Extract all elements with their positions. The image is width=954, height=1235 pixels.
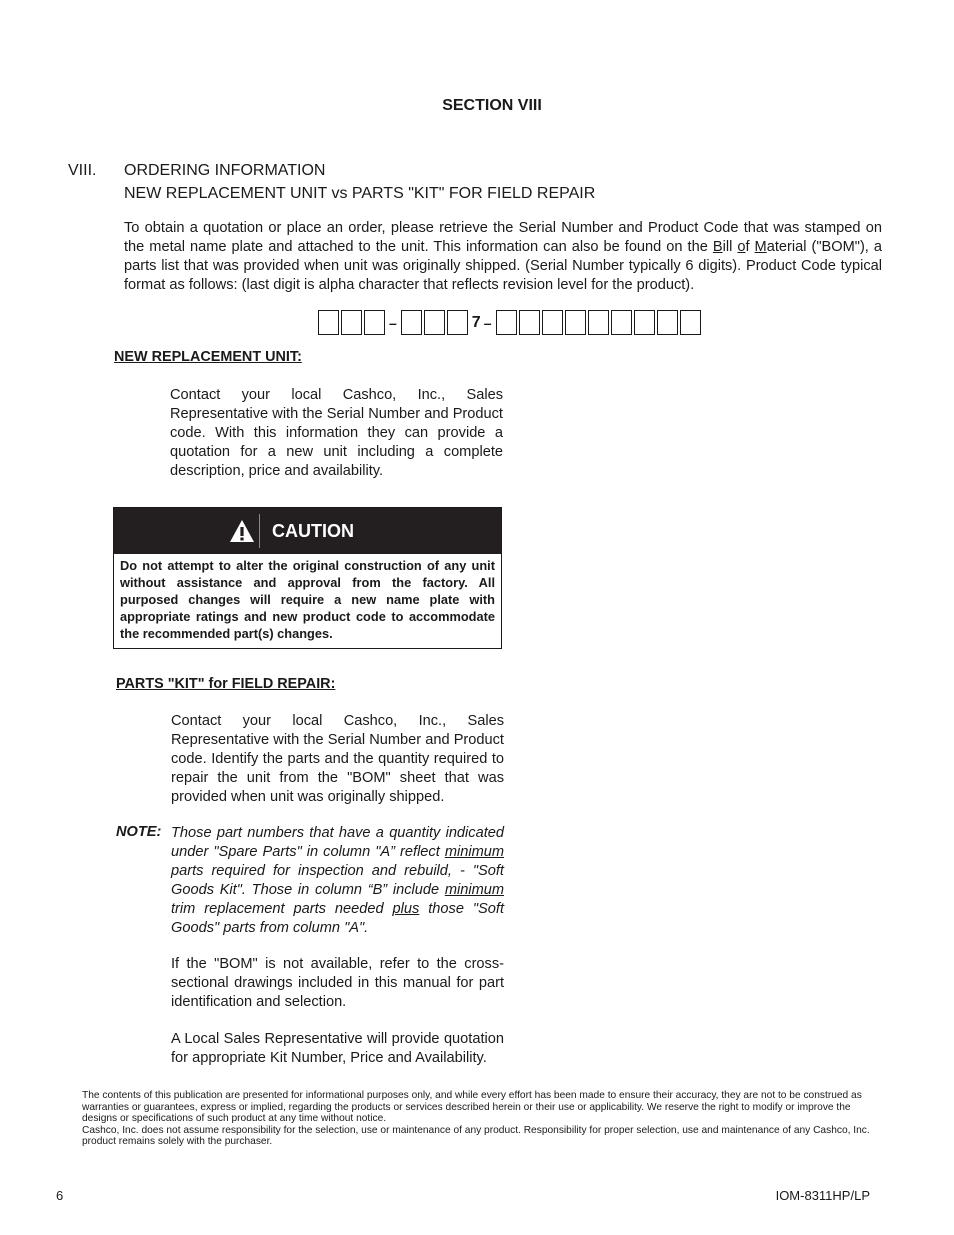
section-roman-numeral: VIII.: [68, 162, 97, 179]
code-box: [341, 310, 362, 335]
code-box: [611, 310, 632, 335]
code-box: [542, 310, 563, 335]
code-box: [634, 310, 655, 335]
code-box: [318, 310, 339, 335]
code-box: [565, 310, 586, 335]
code-box: [519, 310, 540, 335]
note-text: Those part numbers that have a quantity indicated under "Spare Parts" in column "A” reflect minimum parts required for inspection and rebuild, - "Soft Goods Kit". Those in column “B” include minimum trim replacement parts needed plus those "Soft Goods" parts from column "A".: [171, 825, 505, 936]
note-label: NOTE:: [116, 824, 162, 840]
document-id: IOM-8311HP/LP: [775, 1188, 870, 1203]
section-title: SECTION VIII: [442, 97, 542, 114]
ordering-information-heading: ORDERING INFORMATION: [124, 162, 326, 179]
disclaimer-paragraph: Cashco, Inc. does not assume responsibility for the selection, use or maintenance of any product. Responsibility for proper selection, use and maintenance of any Cashco, Inc. product remains solely with the purchaser.: [82, 1124, 870, 1147]
new-unit-paragraph: Contact your local Cashco, Inc., Sales Representative with the Serial Number and Product code. With this information they can provide a quotation for a new unit including a complete description, price and availability.: [170, 387, 503, 479]
replacement-vs-kit-subheading: NEW REPLACEMENT UNIT vs PARTS "KIT" FOR FIELD REPAIR: [124, 185, 596, 202]
code-box: [588, 310, 609, 335]
caution-title: CAUTION: [272, 520, 354, 541]
code-separator: –: [483, 314, 492, 331]
page-number: 6: [56, 1188, 64, 1203]
disclaimer-paragraph: The contents of this publication are presented for informational purposes only, and while every effort has been made to ensure their accuracy, they are not to be construed as warranties or guarantees, express or implied, regarding the products or services described herein or their use or applicability. We reserve the right to modify or improve the designs or specifications of such product at any time without notice.: [82, 1090, 862, 1124]
caution-header: [114, 508, 501, 554]
parts-kit-heading: PARTS "KIT" for FIELD REPAIR:: [116, 676, 336, 692]
code-box: [496, 310, 517, 335]
code-separator: –: [389, 314, 397, 331]
product-code-format: [318, 309, 703, 336]
code-box: [364, 310, 385, 335]
disclaimer: [82, 1090, 872, 1148]
bom-unavailable-paragraph: If the "BOM" is not available, refer to the cross-sectional drawings included in this manual for part identification and selection.: [171, 956, 504, 1010]
code-box: [424, 310, 445, 335]
code-box: [401, 310, 422, 335]
code-box: [657, 310, 678, 335]
intro-paragraph: To obtain a quotation or place an order, please retrieve the Serial Number and Product Code that was stamped on the metal name plate and attached to the unit. This information can also be found on the Bill of Material ("BOM"), a parts list that was provided when unit was originally shipped. (Serial Number typically 6 digits). Product Code typical format as follows: (last digit is alpha character that reflects revision level for the product).: [124, 220, 882, 293]
code-box: [680, 310, 701, 335]
code-fixed-digit: 7: [471, 313, 481, 331]
parts-kit-paragraph: Contact your local Cashco, Inc., Sales Representative with the Serial Number and Product code. Identify the parts and the quantity required to repair the unit from the "BOM" sheet that was provided when unit was originally shipped.: [171, 713, 504, 805]
caution-text: Do not attempt to alter the original construction of any unit without assistance and approval from the factory. All purposed changes will require a new name plate with appropriate ratings and new product code to accommodate the recommended part(s) changes.: [120, 558, 495, 641]
caution-box: [113, 507, 502, 649]
warning-triangle-icon: [225, 514, 260, 548]
new-replacement-unit-heading: NEW REPLACEMENT UNIT:: [114, 349, 302, 365]
code-box: [447, 310, 468, 335]
local-rep-paragraph: A Local Sales Representative will provide quotation for appropriate Kit Number, Price and Availability.: [171, 1031, 504, 1066]
